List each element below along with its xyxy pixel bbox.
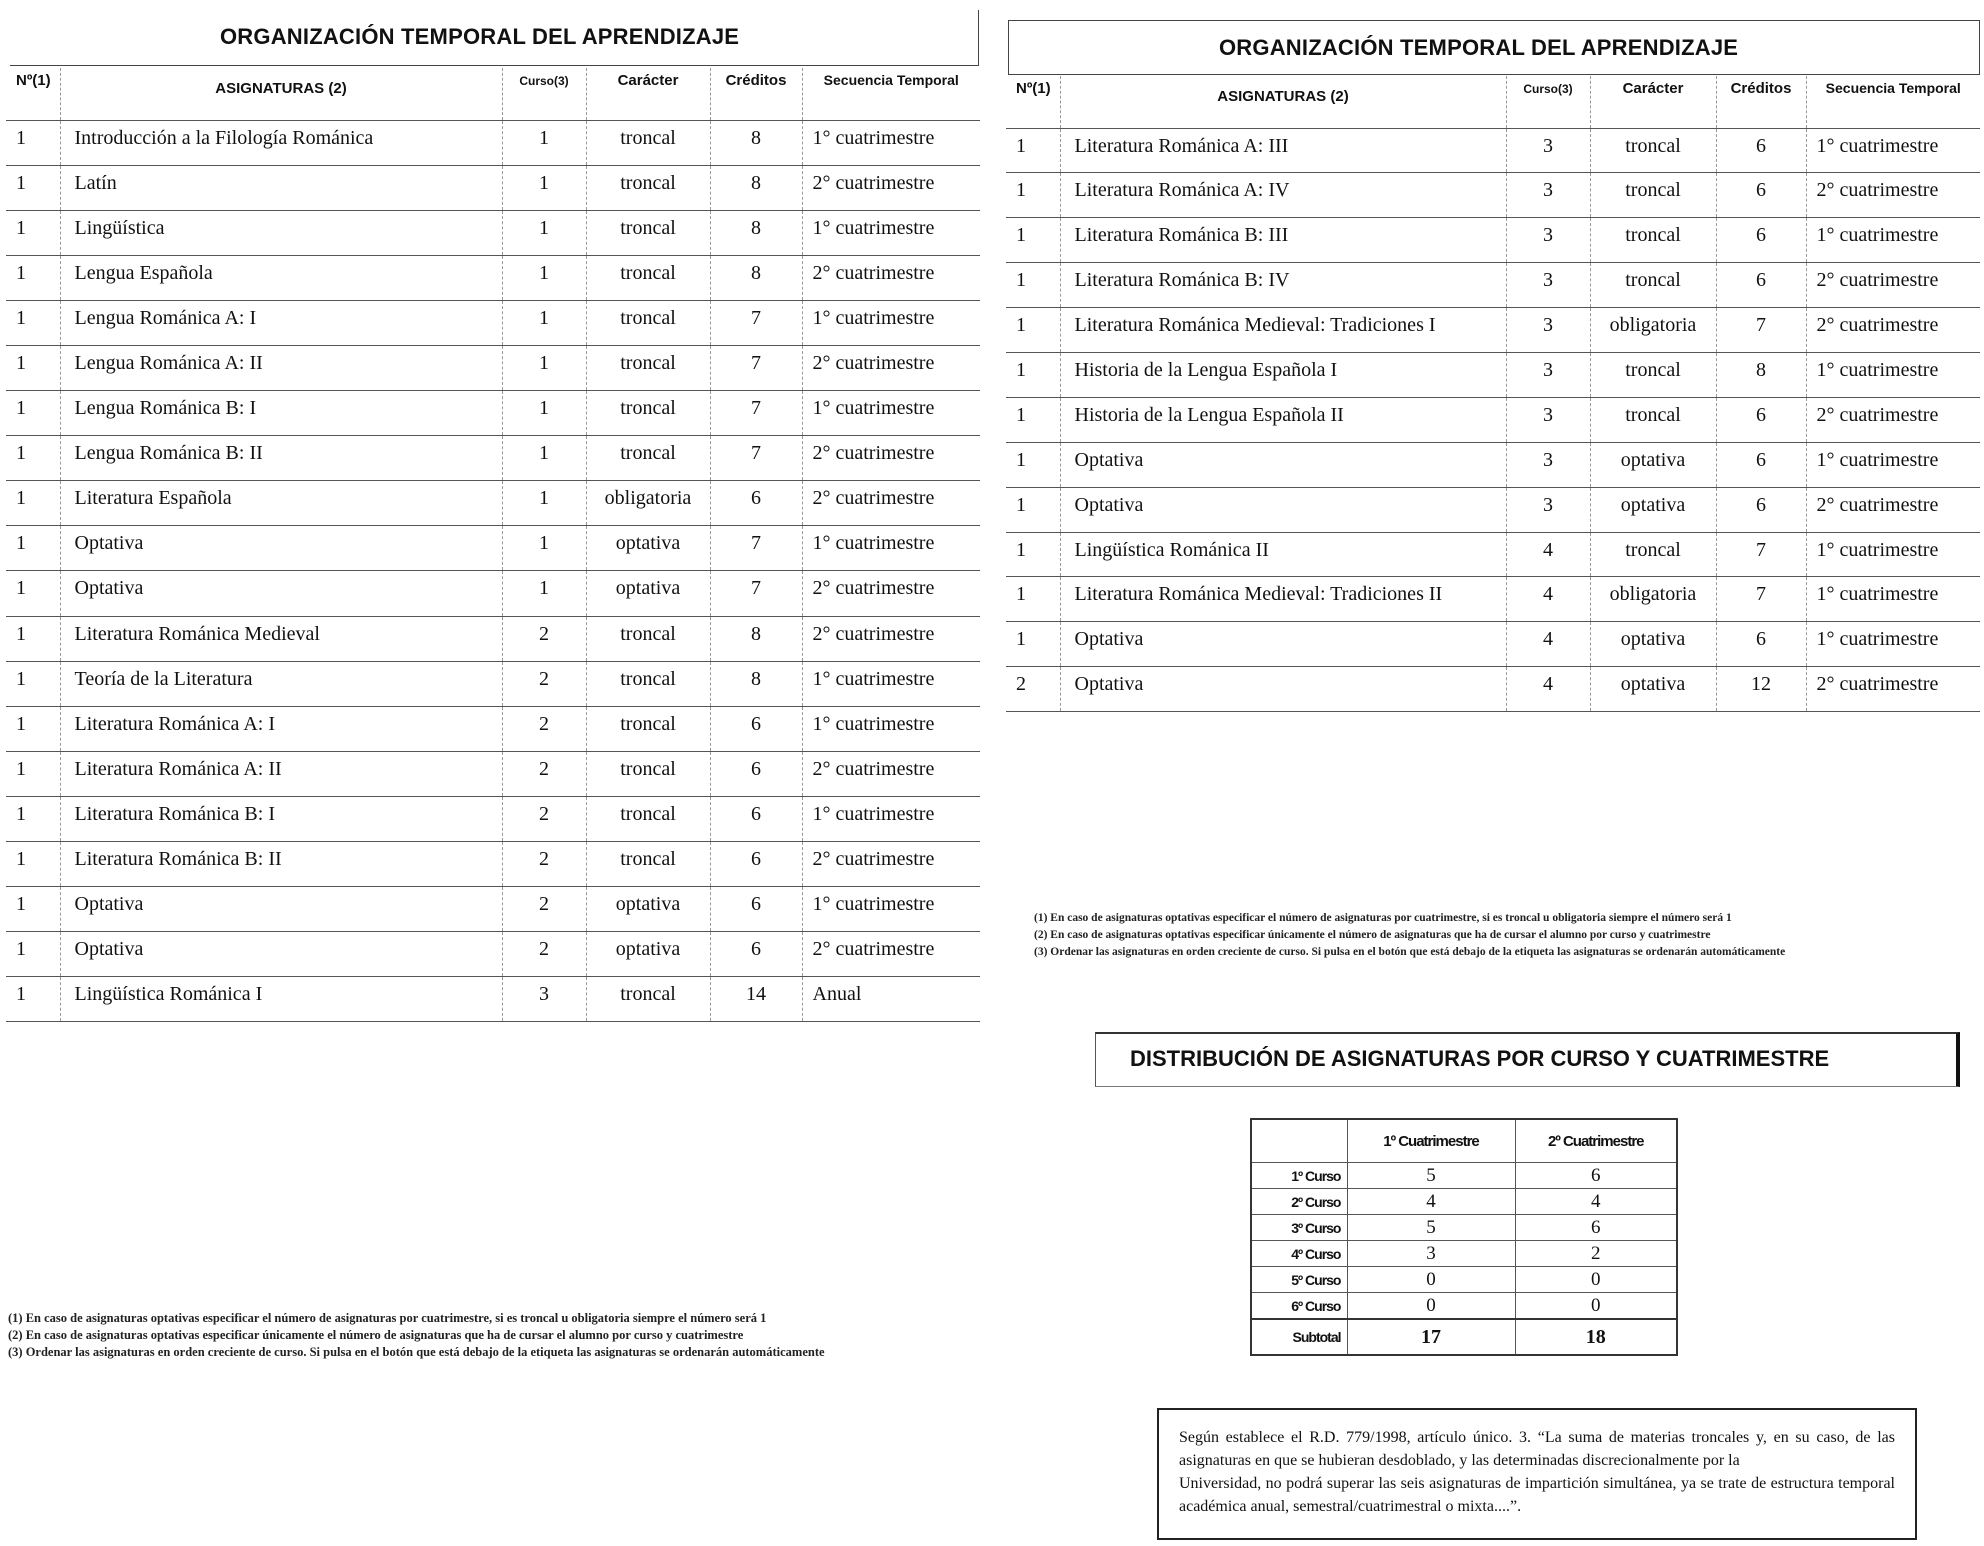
subject-name: Literatura Española xyxy=(60,481,502,526)
subtotal-first-term: 17 xyxy=(1347,1319,1515,1355)
course: 4 xyxy=(1506,577,1590,622)
distribution-title-box xyxy=(1095,1032,1960,1087)
distribution-row xyxy=(1251,1267,1677,1293)
sequence: 2° cuatrimestre xyxy=(802,842,980,887)
second-term-count: 0 xyxy=(1515,1293,1677,1320)
character: optativa xyxy=(1590,442,1716,487)
subtotal-label: Subtotal xyxy=(1251,1319,1347,1355)
subject-name: Literatura Románica Medieval xyxy=(60,616,502,661)
credits: 6 xyxy=(710,481,802,526)
course: 3 xyxy=(1506,218,1590,263)
table-row xyxy=(6,120,980,165)
table-row xyxy=(6,345,980,390)
left-schedule-table xyxy=(6,68,980,1022)
second-term-count: 6 xyxy=(1515,1215,1677,1241)
subject-name: Literatura Románica Medieval: Tradiciones I xyxy=(1060,308,1506,353)
col-header-subjects: ASIGNATURAS (2) xyxy=(60,68,502,120)
footnote-3: (3) Ordenar las asignaturas en orden creciente de curso. Si pulsa en el botón que está debajo de la etiqueta las asignaturas se ordenarán automáticamente xyxy=(1034,946,1786,958)
course: 3 xyxy=(502,977,586,1022)
course-label: 2º Curso xyxy=(1251,1189,1347,1215)
table-row xyxy=(6,255,980,300)
course: 1 xyxy=(502,526,586,571)
second-term-count: 4 xyxy=(1515,1189,1677,1215)
course: 3 xyxy=(1506,397,1590,442)
character: troncal xyxy=(586,436,710,481)
course: 4 xyxy=(1506,667,1590,712)
sequence: 2° cuatrimestre xyxy=(1806,173,1980,218)
col-header-sequence: Secuencia Temporal xyxy=(802,68,980,120)
subject-name: Optativa xyxy=(60,526,502,571)
col-header-credits: Créditos xyxy=(710,68,802,120)
character: troncal xyxy=(586,165,710,210)
course: 3 xyxy=(1506,308,1590,353)
subject-name: Lengua Románica B: I xyxy=(60,391,502,436)
course: 4 xyxy=(1506,532,1590,577)
character: optativa xyxy=(586,887,710,932)
col-header-course: Curso(3) xyxy=(502,68,586,120)
row-number: 1 xyxy=(6,842,60,887)
row-number: 1 xyxy=(1006,532,1060,577)
sequence: 1° cuatrimestre xyxy=(802,210,980,255)
table-row xyxy=(6,796,980,841)
row-number: 1 xyxy=(6,165,60,210)
col-header-subjects: ASIGNATURAS (2) xyxy=(1060,76,1506,128)
subject-name: Historia de la Lengua Española II xyxy=(1060,397,1506,442)
subject-name: Latín xyxy=(60,165,502,210)
subject-name: Literatura Románica A: I xyxy=(60,706,502,751)
sequence: 2° cuatrimestre xyxy=(802,932,980,977)
right-schedule-table xyxy=(1006,76,1980,712)
table-row xyxy=(6,751,980,796)
character: troncal xyxy=(586,661,710,706)
right-page-title: ORGANIZACIÓN TEMPORAL DEL APRENDIZAJE xyxy=(1219,35,1739,60)
character: troncal xyxy=(586,616,710,661)
course: 1 xyxy=(502,300,586,345)
row-number: 1 xyxy=(6,706,60,751)
credits: 8 xyxy=(710,120,802,165)
credits: 7 xyxy=(1716,577,1806,622)
course: 4 xyxy=(1506,622,1590,667)
character: troncal xyxy=(1590,173,1716,218)
col-header-second-term: 2º Cuatrimestre xyxy=(1515,1119,1677,1163)
table-row xyxy=(6,300,980,345)
table-row xyxy=(1006,128,1980,173)
character: troncal xyxy=(1590,218,1716,263)
row-number: 1 xyxy=(6,391,60,436)
footnote-1: (1) En caso de asignaturas optativas especificar el número de asignaturas por cuatrimestre, si es troncal u obligatoria siempre el número será 1 xyxy=(8,1311,767,1325)
right-title-box xyxy=(1008,20,1980,75)
credits: 8 xyxy=(710,661,802,706)
sequence: 1° cuatrimestre xyxy=(802,706,980,751)
credits: 7 xyxy=(710,345,802,390)
col-header-number: Nº(1) xyxy=(1016,80,1051,97)
footnote-1: (1) En caso de asignaturas optativas especificar el número de asignaturas por cuatrimestre, si es troncal u obligatoria siempre el número será 1 xyxy=(1034,912,1732,924)
first-term-count: 3 xyxy=(1347,1241,1515,1267)
subject-name: Literatura Románica B: I xyxy=(60,796,502,841)
course: 2 xyxy=(502,706,586,751)
row-number: 1 xyxy=(6,796,60,841)
table-row xyxy=(1006,352,1980,397)
course-label: 3º Curso xyxy=(1251,1215,1347,1241)
credits: 6 xyxy=(1716,263,1806,308)
course: 3 xyxy=(1506,128,1590,173)
course: 1 xyxy=(502,481,586,526)
row-number: 1 xyxy=(1006,487,1060,532)
row-number: 1 xyxy=(1006,577,1060,622)
row-number: 1 xyxy=(1006,622,1060,667)
course: 2 xyxy=(502,887,586,932)
character: optativa xyxy=(1590,667,1716,712)
table-row xyxy=(6,481,980,526)
subject-name: Literatura Románica B: IV xyxy=(1060,263,1506,308)
sequence: 1° cuatrimestre xyxy=(802,526,980,571)
col-header-character: Carácter xyxy=(1590,76,1716,128)
character: optativa xyxy=(1590,622,1716,667)
table-row xyxy=(1006,667,1980,712)
course: 2 xyxy=(502,616,586,661)
distribution-row xyxy=(1251,1163,1677,1189)
sequence: 2° cuatrimestre xyxy=(1806,308,1980,353)
subject-name: Literatura Románica A: IV xyxy=(1060,173,1506,218)
table-row xyxy=(6,526,980,571)
credits: 7 xyxy=(710,300,802,345)
first-term-count: 4 xyxy=(1347,1189,1515,1215)
table-row xyxy=(1006,487,1980,532)
left-footnotes xyxy=(8,1310,825,1361)
second-term-count: 6 xyxy=(1515,1163,1677,1189)
credits: 6 xyxy=(710,887,802,932)
sequence: 1° cuatrimestre xyxy=(802,391,980,436)
col-header-character: Carácter xyxy=(586,68,710,120)
quote-line-2: Universidad, no podrá superar las seis asignaturas de impartición simultánea, ya se trate de estructura temporal académica anual, semestral/cuatrimestral o mixta....”. xyxy=(1179,1475,1895,1515)
first-term-count: 5 xyxy=(1347,1163,1515,1189)
table-row xyxy=(1006,173,1980,218)
sequence: 2° cuatrimestre xyxy=(1806,487,1980,532)
subject-name: Lingüística Románica II xyxy=(1060,532,1506,577)
credits: 8 xyxy=(710,255,802,300)
course: 2 xyxy=(502,932,586,977)
sequence: 1° cuatrimestre xyxy=(1806,577,1980,622)
distribution-row xyxy=(1251,1293,1677,1320)
table-row xyxy=(1006,263,1980,308)
sequence: 1° cuatrimestre xyxy=(1806,218,1980,263)
row-number: 1 xyxy=(6,255,60,300)
table-row xyxy=(6,165,980,210)
quote-line-1: Según establece el R.D. 779/1998, artículo único. 3. “La suma de materias troncales y, en su caso, de las asignaturas en que se hubieran desdoblado, y las determinadas discrecionalmente por la xyxy=(1179,1429,1895,1469)
table-row xyxy=(6,436,980,481)
subject-name: Lengua Románica A: I xyxy=(60,300,502,345)
credits: 8 xyxy=(1716,352,1806,397)
table-row xyxy=(6,391,980,436)
row-number: 2 xyxy=(1006,667,1060,712)
credits: 6 xyxy=(1716,218,1806,263)
col-header-credits: Créditos xyxy=(1716,76,1806,128)
subtotal-second-term: 18 xyxy=(1515,1319,1677,1355)
character: troncal xyxy=(586,751,710,796)
subject-name: Lengua Española xyxy=(60,255,502,300)
legal-quote-box xyxy=(1157,1408,1917,1540)
credits: 8 xyxy=(710,165,802,210)
distribution-row xyxy=(1251,1241,1677,1267)
second-term-count: 0 xyxy=(1515,1267,1677,1293)
sequence: 2° cuatrimestre xyxy=(802,345,980,390)
sequence: 1° cuatrimestre xyxy=(1806,442,1980,487)
course: 1 xyxy=(502,571,586,616)
character: obligatoria xyxy=(586,481,710,526)
credits: 6 xyxy=(1716,397,1806,442)
character: troncal xyxy=(1590,532,1716,577)
course: 2 xyxy=(502,796,586,841)
character: troncal xyxy=(586,300,710,345)
course: 1 xyxy=(502,391,586,436)
second-term-count: 2 xyxy=(1515,1241,1677,1267)
character: troncal xyxy=(586,345,710,390)
sequence: 1° cuatrimestre xyxy=(802,661,980,706)
credits: 7 xyxy=(1716,532,1806,577)
subject-name: Lingüística xyxy=(60,210,502,255)
table-row xyxy=(1006,532,1980,577)
row-number: 1 xyxy=(1006,308,1060,353)
table-row xyxy=(6,932,980,977)
row-number: 1 xyxy=(6,616,60,661)
row-number: 1 xyxy=(6,751,60,796)
sequence: 1° cuatrimestre xyxy=(802,120,980,165)
credits: 6 xyxy=(1716,173,1806,218)
character: troncal xyxy=(1590,352,1716,397)
credits: 14 xyxy=(710,977,802,1022)
course: 3 xyxy=(1506,442,1590,487)
sequence: 1° cuatrimestre xyxy=(802,796,980,841)
credits: 6 xyxy=(1716,622,1806,667)
row-number: 1 xyxy=(1006,397,1060,442)
course: 1 xyxy=(502,210,586,255)
course: 1 xyxy=(502,436,586,481)
row-number: 1 xyxy=(6,571,60,616)
row-number: 1 xyxy=(1006,352,1060,397)
first-term-count: 5 xyxy=(1347,1215,1515,1241)
character: troncal xyxy=(586,391,710,436)
right-footnotes xyxy=(1034,910,1785,961)
subject-name: Optativa xyxy=(60,932,502,977)
sequence: 1° cuatrimestre xyxy=(802,887,980,932)
col-header-course: Curso(3) xyxy=(1506,76,1590,128)
row-number: 1 xyxy=(1006,128,1060,173)
course: 3 xyxy=(1506,352,1590,397)
subject-name: Optativa xyxy=(1060,667,1506,712)
footnote-2: (2) En caso de asignaturas optativas especificar únicamente el número de asignaturas que ha de cursar el alumno por curso y cuatrimestre xyxy=(8,1328,744,1342)
subject-name: Lingüística Románica I xyxy=(60,977,502,1022)
character: troncal xyxy=(1590,128,1716,173)
course: 1 xyxy=(502,345,586,390)
sequence: 1° cuatrimestre xyxy=(1806,352,1980,397)
sequence: 2° cuatrimestre xyxy=(802,751,980,796)
character: optativa xyxy=(1590,487,1716,532)
sequence: 2° cuatrimestre xyxy=(1806,667,1980,712)
credits: 7 xyxy=(1716,308,1806,353)
row-number: 1 xyxy=(6,345,60,390)
course: 3 xyxy=(1506,263,1590,308)
course: 2 xyxy=(502,751,586,796)
sequence: 1° cuatrimestre xyxy=(1806,622,1980,667)
row-number: 1 xyxy=(6,300,60,345)
course: 3 xyxy=(1506,173,1590,218)
character: obligatoria xyxy=(1590,308,1716,353)
course: 1 xyxy=(502,120,586,165)
first-term-count: 0 xyxy=(1347,1293,1515,1320)
character: obligatoria xyxy=(1590,577,1716,622)
course: 2 xyxy=(502,661,586,706)
character: troncal xyxy=(586,796,710,841)
course-label: 6º Curso xyxy=(1251,1293,1347,1320)
sequence: Anual xyxy=(802,977,980,1022)
table-row xyxy=(6,842,980,887)
credits: 7 xyxy=(710,391,802,436)
row-number: 1 xyxy=(6,526,60,571)
row-number: 1 xyxy=(6,120,60,165)
course-label: 5º Curso xyxy=(1251,1267,1347,1293)
col-header-number: Nº(1) xyxy=(16,72,51,89)
table-row xyxy=(1006,577,1980,622)
subject-name: Optativa xyxy=(1060,487,1506,532)
credits: 6 xyxy=(710,706,802,751)
table-row xyxy=(6,887,980,932)
table-row xyxy=(1006,622,1980,667)
sequence: 2° cuatrimestre xyxy=(1806,263,1980,308)
row-number: 1 xyxy=(6,436,60,481)
table-row xyxy=(1006,308,1980,353)
subject-name: Literatura Románica B: II xyxy=(60,842,502,887)
table-row xyxy=(6,977,980,1022)
credits: 6 xyxy=(1716,442,1806,487)
row-number: 1 xyxy=(6,661,60,706)
footnote-3: (3) Ordenar las asignaturas en orden creciente de curso. Si pulsa en el botón que está debajo de la etiqueta las asignaturas se ordenarán automáticamente xyxy=(8,1345,825,1359)
credits: 6 xyxy=(710,751,802,796)
course: 1 xyxy=(502,165,586,210)
character: troncal xyxy=(586,120,710,165)
sequence: 1° cuatrimestre xyxy=(1806,128,1980,173)
character: troncal xyxy=(1590,263,1716,308)
left-title-box xyxy=(10,10,979,66)
character: troncal xyxy=(586,255,710,300)
sequence: 2° cuatrimestre xyxy=(802,436,980,481)
row-number: 1 xyxy=(6,887,60,932)
row-number: 1 xyxy=(6,481,60,526)
row-number: 1 xyxy=(1006,173,1060,218)
sequence: 2° cuatrimestre xyxy=(802,165,980,210)
row-number: 1 xyxy=(6,932,60,977)
character: optativa xyxy=(586,571,710,616)
course-label: 1º Curso xyxy=(1251,1163,1347,1189)
distribution-row xyxy=(1251,1189,1677,1215)
footnote-2: (2) En caso de asignaturas optativas especificar únicamente el número de asignaturas que ha de cursar el alumno por curso y cuatrimestre xyxy=(1034,929,1711,941)
subject-name: Literatura Románica B: III xyxy=(1060,218,1506,263)
character: troncal xyxy=(586,210,710,255)
character: troncal xyxy=(1590,397,1716,442)
row-number: 1 xyxy=(6,977,60,1022)
credits: 7 xyxy=(710,436,802,481)
character: troncal xyxy=(586,842,710,887)
subject-name: Literatura Románica Medieval: Tradiciones II xyxy=(1060,577,1506,622)
subject-name: Teoría de la Literatura xyxy=(60,661,502,706)
left-page-title: ORGANIZACIÓN TEMPORAL DEL APRENDIZAJE xyxy=(220,24,740,49)
col-header-sequence: Secuencia Temporal xyxy=(1806,76,1980,128)
credits: 12 xyxy=(1716,667,1806,712)
sequence: 2° cuatrimestre xyxy=(802,571,980,616)
sequence: 1° cuatrimestre xyxy=(1806,532,1980,577)
course-label: 4º Curso xyxy=(1251,1241,1347,1267)
row-number: 1 xyxy=(1006,263,1060,308)
row-number: 1 xyxy=(6,210,60,255)
subject-name: Lengua Románica B: II xyxy=(60,436,502,481)
character: optativa xyxy=(586,932,710,977)
character: troncal xyxy=(586,706,710,751)
sequence: 2° cuatrimestre xyxy=(802,255,980,300)
credits: 6 xyxy=(710,932,802,977)
subject-name: Optativa xyxy=(1060,622,1506,667)
table-row xyxy=(1006,397,1980,442)
table-row xyxy=(6,661,980,706)
sequence: 1° cuatrimestre xyxy=(802,300,980,345)
sequence: 2° cuatrimestre xyxy=(802,616,980,661)
row-number: 1 xyxy=(1006,218,1060,263)
subject-name: Literatura Románica A: III xyxy=(1060,128,1506,173)
table-row xyxy=(1006,218,1980,263)
table-row xyxy=(6,706,980,751)
subtotal-row xyxy=(1251,1319,1677,1355)
credits: 8 xyxy=(710,616,802,661)
distribution-corner-cell xyxy=(1251,1119,1347,1163)
table-row xyxy=(1006,442,1980,487)
sequence: 2° cuatrimestre xyxy=(1806,397,1980,442)
character: optativa xyxy=(586,526,710,571)
row-number: 1 xyxy=(1006,442,1060,487)
subject-name: Historia de la Lengua Española I xyxy=(1060,352,1506,397)
distribution-title: DISTRIBUCIÓN DE ASIGNATURAS POR CURSO Y CUATRIMESTRE xyxy=(1130,1046,1830,1071)
character: troncal xyxy=(586,977,710,1022)
course: 1 xyxy=(502,255,586,300)
credits: 7 xyxy=(710,571,802,616)
subject-name: Optativa xyxy=(1060,442,1506,487)
subject-name: Introducción a la Filología Románica xyxy=(60,120,502,165)
subject-name: Optativa xyxy=(60,571,502,616)
table-row xyxy=(6,210,980,255)
distribution-table xyxy=(1250,1118,1678,1356)
credits: 6 xyxy=(1716,128,1806,173)
credits: 6 xyxy=(710,842,802,887)
subject-name: Literatura Románica A: II xyxy=(60,751,502,796)
credits: 6 xyxy=(710,796,802,841)
credits: 6 xyxy=(1716,487,1806,532)
distribution-row xyxy=(1251,1215,1677,1241)
first-term-count: 0 xyxy=(1347,1267,1515,1293)
table-row xyxy=(6,616,980,661)
col-header-first-term: 1º Cuatrimestre xyxy=(1347,1119,1515,1163)
subject-name: Optativa xyxy=(60,887,502,932)
table-row xyxy=(6,571,980,616)
sequence: 2° cuatrimestre xyxy=(802,481,980,526)
subject-name: Lengua Románica A: II xyxy=(60,345,502,390)
credits: 8 xyxy=(710,210,802,255)
course: 3 xyxy=(1506,487,1590,532)
credits: 7 xyxy=(710,526,802,571)
course: 2 xyxy=(502,842,586,887)
